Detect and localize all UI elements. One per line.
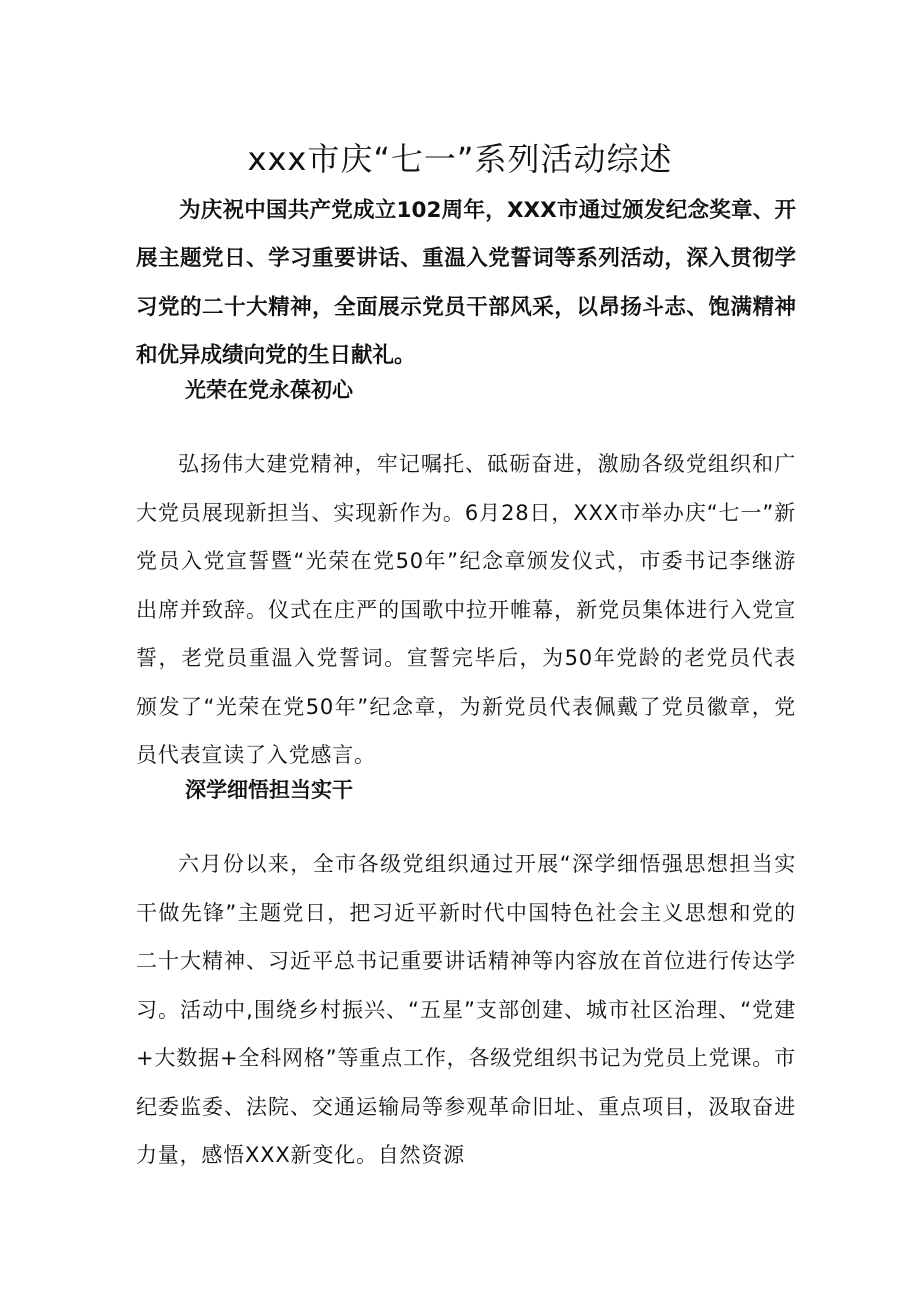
intro-paragraph: 为庆祝中国共产党成立102周年，XXX市通过颁发纪念奖章、开展主题党日、学习重要讲话、重温入党誓词等系列活动，深入贯彻学习党的二十大精神，全面展示党员干部风采，以昂扬斗志、饱满精神和优异成绩向党的生日献礼。	[136, 197, 796, 368]
document-title: xxx市庆“七一”系列活动综述	[247, 140, 673, 179]
section-body-study: 六月份以来，全市各级党组织通过开展“深学细悟强思想担当实干做先锋”主题党日，把习近平新时代中国特色社会主义思想和党的二十大精神、习近平总书记重要讲话精神等内容放在首位进行传达学习。活动中,围绕乡村振兴、“五星”支部创建、城市社区治理、“党建+大数据+全科网格”等重点工作，各级党组织书记为党员上党课。市纪委监委、法院、交通运输局等参观革命旧址、重点项目，汲取奋进力量，感悟XXX新变化。自然资源	[136, 852, 796, 1167]
section-heading-glory: 光荣在党永葆初心	[185, 378, 353, 402]
section-heading-study: 深学细悟担当实干	[185, 778, 353, 802]
section-body-glory: 弘扬伟大建党精神，牢记嘱托、砥砺奋进，激励各级党组织和广大党员展现新担当、实现新作为。6月28日，XXX市举办庆“七一”新党员入党宣誓暨“光荣在党50年”纪念章颁发仪式，市委书记李继游出席并致辞。仪式在庄严的国歌中拉开帷幕，新党员集体进行入党宣誓，老党员重温入党誓词。宣誓完毕后，为50年党龄的老党员代表颁发了“光荣在党50年”纪念章，为新党员代表佩戴了党员徽章，党员代表宣读了入党感言。	[136, 452, 796, 767]
